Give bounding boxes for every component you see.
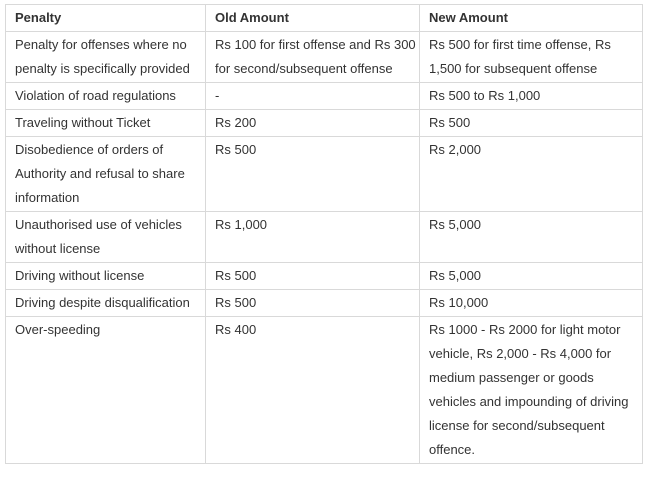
cell-penalty: Driving without license (6, 263, 206, 290)
cell-new-amount: Rs 5,000 (420, 263, 643, 290)
cell-new-amount: Rs 1000 - Rs 2000 for light motor vehicle, Rs 2,000 - Rs 4,000 for medium passenger or goods vehicles and impounding of driving license for second/subsequent offence. (420, 317, 643, 464)
cell-penalty: Disobedience of orders of Authority and refusal to share information (6, 137, 206, 212)
table-row (6, 317, 643, 464)
header-old-amount: Old Amount (206, 5, 420, 32)
cell-new-amount: Rs 2,000 (420, 137, 643, 212)
table-row (6, 32, 643, 83)
cell-penalty: Driving despite disqualification (6, 290, 206, 317)
table-row (6, 263, 643, 290)
cell-new-amount: Rs 10,000 (420, 290, 643, 317)
cell-penalty: Traveling without Ticket (6, 110, 206, 137)
cell-old-amount: Rs 500 (206, 263, 420, 290)
table-row (6, 83, 643, 110)
table-body (6, 32, 643, 464)
cell-penalty: Over-speeding (6, 317, 206, 464)
cell-new-amount: Rs 500 for first time offense, Rs 1,500 for subsequent offense (420, 32, 643, 83)
cell-penalty: Penalty for offenses where no penalty is specifically provided (6, 32, 206, 83)
cell-new-amount: Rs 500 to Rs 1,000 (420, 83, 643, 110)
table-row (6, 137, 643, 212)
table-row (6, 290, 643, 317)
penalty-table (5, 4, 643, 464)
header-new-amount: New Amount (420, 5, 643, 32)
cell-old-amount: Rs 500 (206, 137, 420, 212)
table-header (6, 5, 643, 32)
cell-old-amount: Rs 1,000 (206, 212, 420, 263)
cell-old-amount: - (206, 83, 420, 110)
cell-old-amount: Rs 400 (206, 317, 420, 464)
cell-new-amount: Rs 5,000 (420, 212, 643, 263)
cell-old-amount: Rs 500 (206, 290, 420, 317)
header-penalty: Penalty (6, 5, 206, 32)
cell-old-amount: Rs 200 (206, 110, 420, 137)
cell-old-amount: Rs 100 for first offense and Rs 300 for second/subsequent offense (206, 32, 420, 83)
table-row (6, 212, 643, 263)
cell-penalty: Unauthorised use of vehicles without license (6, 212, 206, 263)
header-row (6, 5, 643, 32)
table-row (6, 110, 643, 137)
cell-penalty: Violation of road regulations (6, 83, 206, 110)
cell-new-amount: Rs 500 (420, 110, 643, 137)
